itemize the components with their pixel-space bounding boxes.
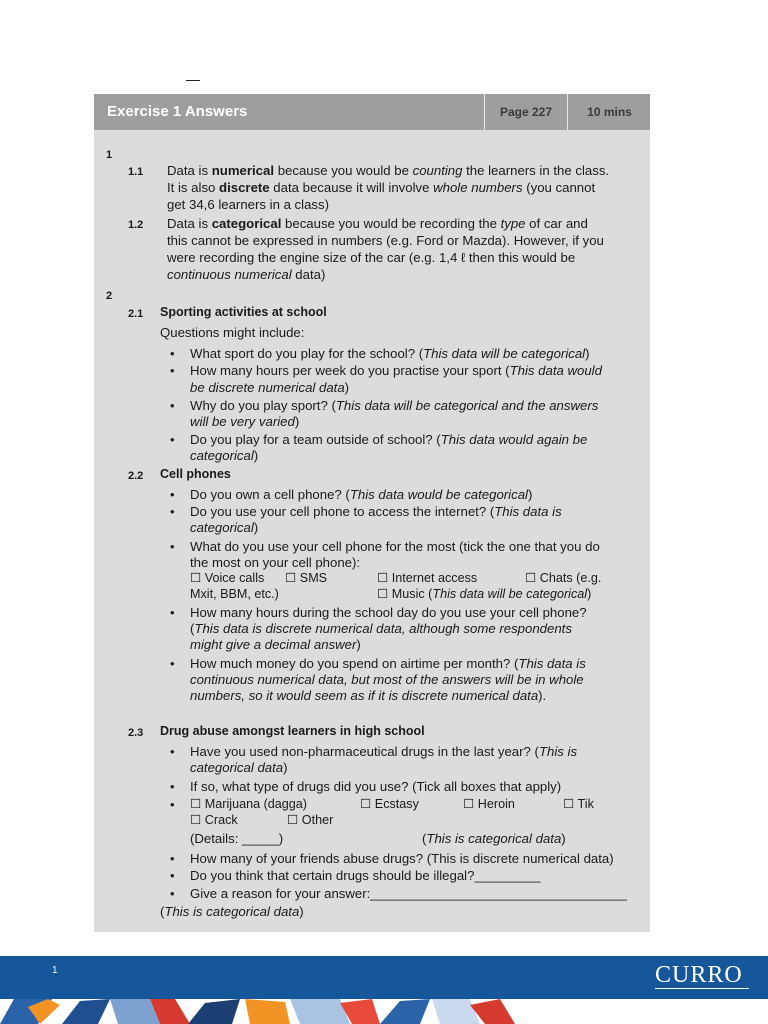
- bullet-icon: •: [170, 797, 175, 812]
- bullet-text: will be very varied): [190, 414, 300, 429]
- subquestion-number: 2.2: [128, 470, 144, 482]
- bullet-icon: •: [170, 539, 175, 554]
- page-reference: Page 227: [484, 94, 567, 130]
- subquestion-number: 2.1: [128, 308, 144, 320]
- answer-line: Data is numerical because you would be counting the learners in the class.: [167, 163, 610, 178]
- answer-line: It is also discrete data because it will involve whole numbers (you cannot: [167, 180, 596, 195]
- page-number: 1: [52, 965, 58, 976]
- bullet-text: the most on your cell phone):: [190, 555, 361, 570]
- bullet-text: categorical): [190, 520, 259, 535]
- checkbox-option-ecstasy: ☐ Ecstasy: [360, 797, 419, 811]
- details-note: (This is categorical data): [422, 831, 566, 846]
- bullet-text: might give a decimal answer): [190, 637, 361, 652]
- bullet-text: Give a reason for your answer:___________________________________: [190, 886, 628, 901]
- answer-line: Data is categorical because you would be recording the type of car and: [167, 216, 588, 231]
- checkbox-option-voice-calls: ☐ Voice calls: [190, 571, 265, 585]
- checkbox-option-sms: ☐ SMS: [285, 571, 328, 585]
- closing-note: (This is categorical data): [160, 904, 304, 919]
- bullet-text: categorical data): [190, 760, 288, 775]
- bullet-text: How many hours during the school day do you use your cell phone?: [190, 605, 587, 620]
- question-number: 1: [106, 149, 113, 161]
- card-header: [94, 94, 650, 130]
- logo-underline: [655, 988, 749, 989]
- bullet-icon: •: [170, 868, 175, 883]
- checkbox-option-music: ☐ Music (This data will be categorical): [377, 587, 592, 601]
- bullet-text: Do you use your cell phone to access the internet? (This data is: [190, 504, 562, 519]
- curro-logo: CURRO: [655, 962, 743, 988]
- answer-line: this cannot be expressed in numbers (e.g. Ford or Mazda). However, if you: [167, 233, 604, 248]
- question-number: 2: [106, 290, 113, 302]
- card-title: Exercise 1 Answers: [107, 103, 248, 120]
- bullet-text: Do you own a cell phone? (This data would be categorical): [190, 487, 533, 502]
- bullet-icon: •: [170, 363, 175, 378]
- bullet-icon: •: [170, 886, 175, 901]
- bullet-icon: •: [170, 504, 175, 519]
- bullet-icon: •: [170, 487, 175, 502]
- bullet-icon: •: [170, 744, 175, 759]
- bullet-text: (This data is discrete numerical data, although some respondents: [190, 621, 572, 636]
- details-field: (Details: _____): [190, 831, 284, 846]
- answer-line: get 34,6 learners in a class): [167, 197, 329, 212]
- subquestion-number: 2.3: [128, 727, 144, 739]
- bullet-text: Do you think that certain drugs should be illegal?_________: [190, 868, 541, 883]
- bullet-text: What do you use your cell phone for the most (tick the one that you do: [190, 539, 600, 554]
- checkbox-option-chats-cont: Mxit, BBM, etc.): [190, 587, 279, 601]
- bullet-text: Have you used non-pharmaceutical drugs in the last year? (This is: [190, 744, 578, 759]
- bullet-text: If so, what type of drugs did you use? (Tick all boxes that apply): [190, 779, 562, 794]
- bullet-text: numbers, so it would seem as if it is discrete numerical data).: [190, 688, 547, 703]
- bullet-text: categorical): [190, 448, 259, 463]
- bullet-icon: •: [170, 432, 175, 447]
- section-heading: Cell phones: [160, 467, 231, 481]
- intro-text: Questions might include:: [160, 325, 305, 340]
- bullet-text: Do you play for a team outside of school? (This data would again be: [190, 432, 588, 447]
- checkbox-option-tik: ☐ Tik: [563, 797, 594, 811]
- bullet-text: be discrete numerical data): [190, 380, 350, 395]
- bullet-text: How many hours per week do you practise your sport (This data would: [190, 363, 602, 378]
- bullet-icon: •: [170, 656, 175, 671]
- bullet-text: What sport do you play for the school? (This data will be categorical): [190, 346, 590, 361]
- section-heading: Sporting activities at school: [160, 305, 327, 319]
- bullet-icon: •: [170, 346, 175, 361]
- checkbox-option-heroin: ☐ Heroin: [463, 797, 515, 811]
- bullet-text: How many of your friends abuse drugs? (This is discrete numerical data): [190, 851, 614, 866]
- answer-line: continuous numerical data): [167, 267, 326, 282]
- checkbox-option-crack: ☐ Crack: [190, 813, 238, 827]
- checkbox-option-internet-access: ☐ Internet access: [377, 571, 478, 585]
- bullet-icon: •: [170, 398, 175, 413]
- bullet-icon: •: [170, 851, 175, 866]
- checkbox-option-marijuana: ☐ Marijuana (dagga): [190, 797, 307, 811]
- answer-line: were recording the engine size of the car (e.g. 1,4 ℓ then this would be: [167, 250, 576, 265]
- subquestion-number: 1.1: [128, 166, 144, 178]
- time-estimate: 10 mins: [567, 94, 651, 130]
- section-heading: Drug abuse amongst learners in high school: [160, 724, 425, 738]
- checkbox-option-chats: ☐ Chats (e.g.: [525, 571, 602, 585]
- bullet-icon: •: [170, 605, 175, 620]
- footer-bar: [0, 956, 768, 999]
- bullet-text: continuous numerical data, but most of the answers will be in whole: [190, 672, 584, 687]
- bullet-text: Why do you play sport? (This data will be categorical and the answers: [190, 398, 599, 413]
- subquestion-number: 1.2: [128, 219, 144, 231]
- bullet-text: How much money do you spend on airtime per month? (This data is: [190, 656, 586, 671]
- checkbox-option-other: ☐ Other: [287, 813, 334, 827]
- stray-dash: [186, 80, 200, 81]
- bullet-icon: •: [170, 779, 175, 794]
- decorative-shapes: [0, 999, 768, 1024]
